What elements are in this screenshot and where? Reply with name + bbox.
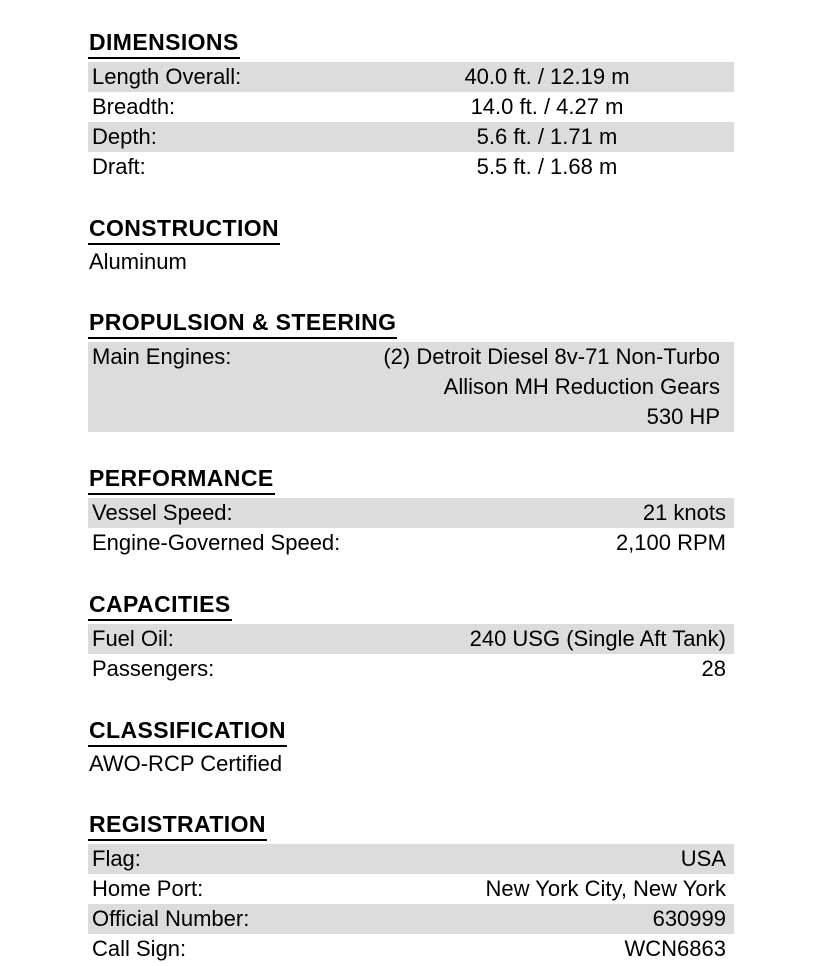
spec-row-home-port: [88, 874, 734, 904]
spec-value: 530 HP: [646, 404, 720, 429]
spec-label: Passengers:: [92, 656, 215, 681]
spec-row-breadth: [88, 92, 734, 122]
spec-value: New York City, New York: [485, 876, 726, 901]
section-construction: [88, 216, 734, 276]
spec-label: Flag:: [92, 846, 141, 871]
section-title-capacities: CAPACITIES: [88, 592, 232, 621]
capacities-rows: [88, 624, 734, 684]
spec-row-depth: [88, 122, 734, 152]
section-registration: [88, 812, 734, 964]
spec-value: 2,100 RPM: [615, 530, 726, 555]
spec-row-official-number: [88, 904, 734, 934]
spec-value: USA: [680, 846, 726, 871]
main-engines-block: [88, 342, 734, 432]
spec-label: Engine-Governed Speed:: [92, 530, 341, 555]
spec-value: 5.5 ft. / 1.68 m: [476, 154, 618, 179]
spec-sheet-content: [88, 30, 734, 964]
construction-text: Aluminum: [89, 249, 187, 274]
section-title-propulsion-steering: PROPULSION & STEERING: [88, 310, 397, 339]
spec-value: 40.0 ft. / 12.19 m: [464, 64, 630, 89]
spec-row-flag: [88, 844, 734, 874]
main-engines-line-3: [92, 402, 720, 432]
spec-row-fuel-oil: [88, 624, 734, 654]
section-performance: [88, 466, 734, 558]
section-dimensions: [88, 30, 734, 182]
classification-text: AWO-RCP Certified: [89, 751, 283, 776]
section-classification: [88, 718, 734, 778]
spec-value: 240 USG (Single Aft Tank): [469, 626, 726, 651]
spec-label: Draft:: [92, 154, 146, 179]
spec-value: 21 knots: [642, 500, 726, 525]
spec-row-engine-governed-speed: [88, 528, 734, 558]
spec-label: Official Number:: [92, 906, 250, 931]
spec-value: WCN6863: [624, 936, 726, 961]
registration-rows: [88, 844, 734, 964]
spec-row-draft: [88, 152, 734, 182]
main-engines-line-2: [92, 372, 720, 402]
dimensions-rows: [88, 62, 734, 182]
spec-label: Breadth:: [92, 94, 176, 119]
section-capacities: [88, 592, 734, 684]
section-propulsion-steering: [88, 310, 734, 432]
spec-label: Vessel Speed:: [92, 500, 233, 525]
spec-row-vessel-speed: [88, 498, 734, 528]
spec-label: Call Sign:: [92, 936, 187, 961]
section-title-performance: PERFORMANCE: [88, 466, 275, 495]
section-title-classification: CLASSIFICATION: [88, 718, 287, 747]
spec-row-passengers: [88, 654, 734, 684]
spec-row-call-sign: [88, 934, 734, 964]
section-title-registration: REGISTRATION: [88, 812, 267, 841]
section-title-dimensions: DIMENSIONS: [88, 30, 240, 59]
main-engines-line-1: [92, 342, 720, 372]
spec-label: Depth:: [92, 124, 157, 149]
spec-value: 630999: [652, 906, 726, 931]
spec-label: Length Overall:: [92, 64, 242, 89]
spec-label: Main Engines:: [92, 344, 232, 369]
spec-value: 28: [701, 656, 726, 681]
performance-rows: [88, 498, 734, 558]
spec-value: (2) Detroit Diesel 8v-71 Non-Turbo: [383, 344, 720, 369]
spec-value: Allison MH Reduction Gears: [443, 374, 720, 399]
section-title-construction: CONSTRUCTION: [88, 216, 280, 245]
spec-label: Home Port:: [92, 876, 204, 901]
spec-label: Fuel Oil:: [92, 626, 174, 651]
spec-value: 5.6 ft. / 1.71 m: [476, 124, 618, 149]
spec-row-length-overall: [88, 62, 734, 92]
spec-value: 14.0 ft. / 4.27 m: [470, 94, 624, 119]
